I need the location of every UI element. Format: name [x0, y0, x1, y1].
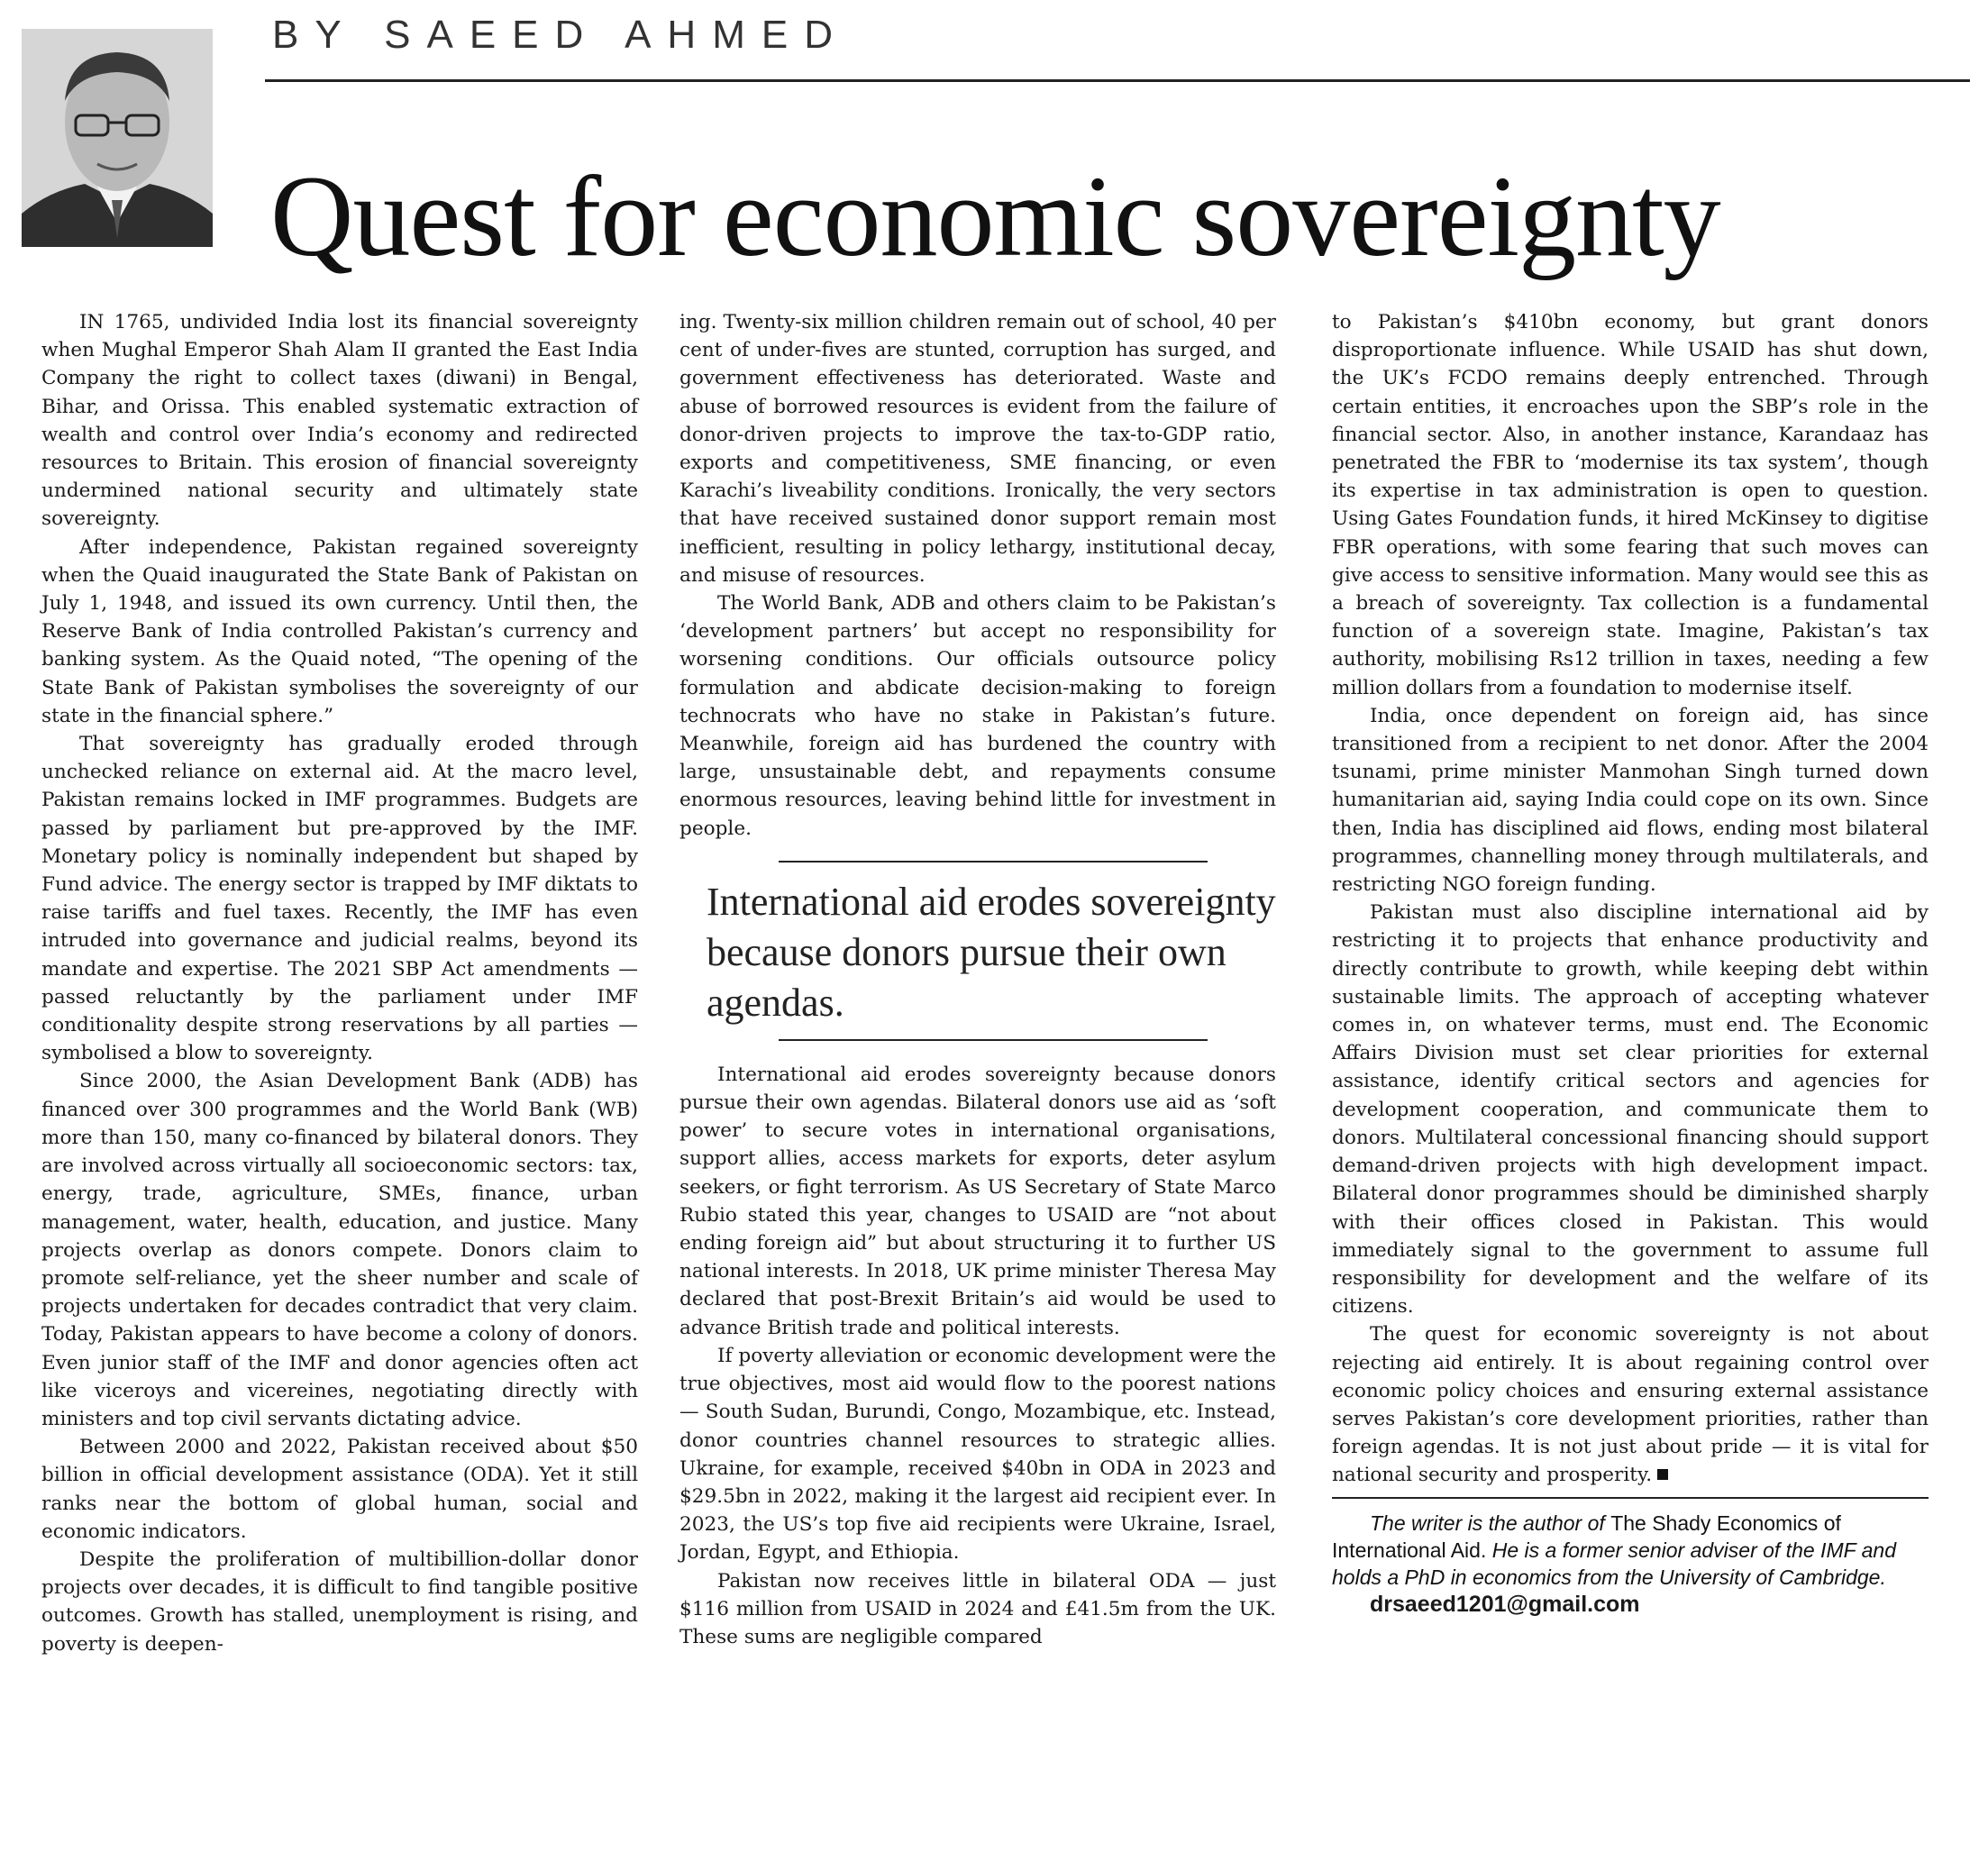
paragraph: Despite the proliferation of multibillion-dollar donor projects over decades, it is difficult to find tangible positive outcomes. Growth has stalled, unemployment is rising, and poverty is deepen-	[41, 1547, 638, 1656]
bio-suffix: He is a former senior adviser of the IMF and holds a PhD in economics from the University of Cambridge.	[1332, 1538, 1896, 1589]
paragraph: That sovereignty has gradually eroded through unchecked reliance on external aid. At the macro level, Pakistan remains locked in IMF programmes. Budgets are passed by parliament but pre-approved by the IMF. Monetary policy is nominally independent but shaped by Fund advice. The energy sector is trapped by IMF diktats to raise tariffs and fuel taxes. Recently, the IMF has even intruded into governance and judicial realms, beyond its mandate and expertise. The 2021 SBP Act amendments — passed reluctantly by the parliament under IMF conditionality despite strong reservations by all parties — symbolised a blow to sovereignty.	[41, 733, 638, 1065]
paragraph-final	[1332, 1320, 1929, 1489]
paragraph: International aid erodes sovereignty because donors pursue their own agendas. Bilateral donors use aid as ‘soft power’ to secure votes in international organisations, support allies, access markets for exports, deter asylum seekers, or fight terrorism. As US Secretary of State Marco Rubio stated this year, changes to USAID are “not about ending foreign aid” but about structuring it to further US national interests. In 2018, UK prime minister Theresa May declared that post-Brexit Britain’s aid would be used to advance British trade and political interests.	[679, 1063, 1276, 1339]
paragraph: ing. Twenty-six million children remain out of school, 40 per cent of under-fives are stunted, corruption has surged, and government effectiveness has deteriorated. Waste and abuse of borrowed resources is evident from the failure of donor-driven projects to improve the tax-to-GDP ratio, exports and competitiveness, SME financing, or even Karachi’s liveability conditions. Ironically, the very sectors that have received sustained donor support remain most inefficient, resulting in policy lethargy, institutional decay, and misuse of resources.	[679, 311, 1276, 587]
author-email: drsaeed1201@gmail.com	[1370, 1591, 1640, 1617]
bio-prefix: The writer is the author of	[1370, 1511, 1611, 1535]
headline: Quest for economic sovereignty	[270, 152, 1720, 280]
paragraph: IN 1765, undivided India lost its financial sovereignty when Mughal Emperor Shah Alam II granted the East India Company the right to collect taxes (diwani) in Bengal, Bihar, and Orissa. This enabled systematic extraction of wealth and control over India’s economy and redirected resources to Britain. This erosion of financial sovereignty undermined national security and ultimately state sovereignty.	[41, 311, 638, 531]
paragraph: Since 2000, the Asian Development Bank (ADB) has financed over 300 programmes and the World Bank (WB) more than 150, many co-financed by bilateral donors. They are involved across virtually all socioeconomic sectors: tax, energy, trade, agriculture, SMEs, finance, urban management, water, health, education, and justice. Many projects overlap as donors compete. Donors claim to promote self-reliance, yet the sheer number and scale of projects undertaken for decades contradict that very claim. Today, Pakistan appears to have become a colony of donors. Even junior staff of the IMF and donor agencies often act like viceroys and vicereines, negotiating directly with ministers and top civil servants dictating advice.	[41, 1070, 638, 1430]
pull-quote-rule-top	[779, 861, 1208, 863]
byline: BY SAEED AHMED	[272, 13, 849, 57]
paragraph: The World Bank, ADB and others claim to be Pakistan’s ‘development partners’ but accept no responsibility for worsening conditions. Our officials outsource policy formulation and abdicate decision-making to foreign technocrats who have no stake in Pakistan’s future. Meanwhile, foreign aid has burdened the country with large, unsustainable debt, and repayments consume enormous resources, leaving behind little for investment in people.	[679, 592, 1276, 840]
paragraph: Between 2000 and 2022, Pakistan received about $50 billion in official development assistance (ODA). Yet it still ranks near the bottom of global human, social and economic indicators.	[41, 1436, 638, 1543]
pull-quote	[679, 861, 1276, 1041]
article-column-2	[679, 308, 1276, 1651]
author-portrait	[22, 29, 213, 247]
bio-book-title: The Shady Economics of International Aid.	[1332, 1511, 1841, 1562]
author-bio	[1332, 1510, 1929, 1591]
author-portrait-image	[22, 29, 213, 247]
paragraph: India, once dependent on foreign aid, has since transitioned from a recipient to net donor. After the 2004 tsunami, prime minister Manmohan Singh turned down humanitarian aid, saying India could cope on its own. Since then, India has disciplined aid flows, ending most bilateral programmes, channelling money through multilaterals, and restricting NGO foreign funding.	[1332, 704, 1929, 897]
pull-quote-text: International aid erodes sovereignty because donors pursue their own agendas.	[707, 879, 1276, 1025]
paragraph: If poverty alleviation or economic development were the true objectives, most aid would flow to the poorest nations — South Sudan, Burundi, Congo, Mozambique, etc. Instead, donor countries channel resources to strategic allies. Ukraine, for example, received $40bn in ODA in 2023 and $29.5bn in 2022, making it the largest aid recipient ever. In 2023, the US’s top five aid recipients were Ukraine, Israel, Jordan, Egypt, and Ethiopia.	[679, 1344, 1276, 1565]
paragraph: After independence, Pakistan regained sovereignty when the Quaid inaugurated the State Bank of Pakistan on July 1, 1948, and issued its own currency. Until then, the Reserve Bank of India controlled Pakistan’s currency and banking system. As the Quaid noted, “The opening of the State Bank of Pakistan symbolises the sovereignty of our state in the financial sphere.”	[41, 535, 638, 727]
paragraph: to Pakistan’s $410bn economy, but grant donors disproportionate influence. While USAID has shut down, the UK’s FCDO remains deeply entrenched. Through certain entities, it encroaches upon the SBP’s role in the financial sector. Also, in another instance, Karandaaz has penetrated the FBR to ‘modernise its tax system’, though its expertise in tax administration is open to question. Using Gates Foundation funds, it hired McKinsey to digitise FBR operations, with some fearing that such moves can give access to sensitive information. Many would see this as a breach of sovereignty. Tax collection is a fundamental function of a sovereign state. Imagine, Pakistan’s tax authority, mobilising Rs12 trillion in taxes, needing a few million dollars from a foundation to modernise itself.	[1332, 311, 1929, 699]
article-column-3	[1332, 308, 1929, 1619]
bio-rule	[1332, 1497, 1929, 1499]
article-column-1	[41, 308, 638, 1658]
pull-quote-rule-bottom	[779, 1039, 1208, 1041]
top-rule	[265, 79, 1970, 82]
end-mark-icon	[1657, 1469, 1668, 1480]
final-paragraph-text: The quest for economic sovereignty is not about rejecting aid entirely. It is about regaining control over economic policy choices and ensuring external assistance serves Pakistan’s core development priorities, rather than foreign agendas. It is not just about pride — it is vital for national security and prosperity.	[1332, 1323, 1929, 1487]
paragraph: Pakistan must also discipline international aid by restricting it to projects that enhance productivity and directly contribute to growth, while keeping debt within sustainable limits. The approach of accepting whatever comes in, on whatever terms, must end. The Economic Affairs Division must set clear priorities for external assistance, identify critical sectors and agencies for development cooperation, and communicate them to donors. Multilateral concessional financing should support demand-driven projects with high development impact. Bilateral donor programmes should be diminished sharply with their offices closed in Pakistan. This would immediately signal to the government to assume full responsibility for development and the welfare of its citizens.	[1332, 901, 1929, 1319]
paragraph: Pakistan now receives little in bilateral ODA — just $116 million from USAID in 2024 and £41.5m from the UK. These sums are negligible compared	[679, 1569, 1276, 1648]
